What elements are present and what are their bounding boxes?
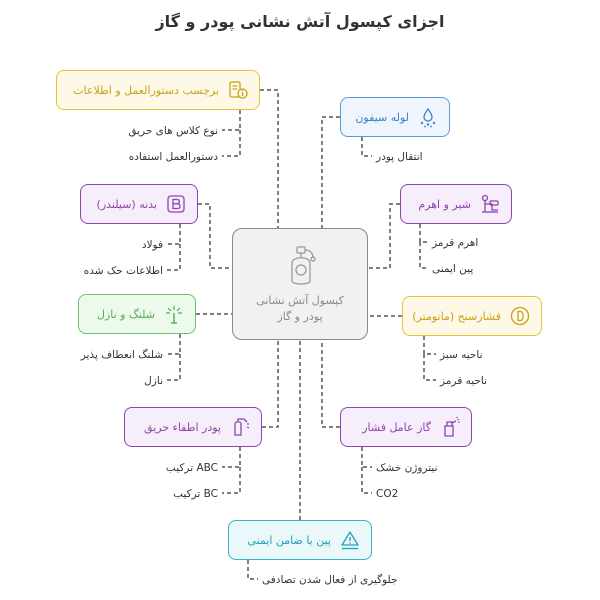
- node-label: شیر و اهرم: [418, 197, 471, 211]
- leaf-dry-nitrogen: [362, 447, 372, 467]
- item-red-lever: اهرم قرمز: [432, 237, 479, 249]
- leaf-engraved-info: [166, 244, 180, 270]
- item-engraved-info: اطلاعات حک شده: [83, 265, 163, 277]
- label-info-icon: [227, 79, 249, 101]
- node-propellant-gas: [340, 407, 472, 447]
- node-label: برچسب دستورالعمل و اطلاعات: [73, 83, 219, 97]
- node-label: فشارسنج (مانومتر): [412, 309, 501, 323]
- valve-lever-icon: [479, 193, 501, 215]
- siphon-drops-icon: [417, 106, 439, 128]
- leaf-red-zone: [424, 354, 436, 380]
- item-green-zone: ناحیه سبز: [440, 349, 483, 361]
- leaf-abc-mix: [222, 447, 240, 467]
- item-steel: فولاد: [141, 239, 163, 251]
- branch-body-cylinder: [198, 204, 232, 268]
- leaf-flexible-hose: [166, 334, 180, 354]
- node-label: پین یا ضامن ایمنی: [247, 533, 331, 547]
- leaf-steel: [166, 224, 180, 244]
- item-safety-pin: پین ایمنی: [432, 263, 474, 275]
- node-label-instructions: [56, 70, 260, 110]
- node-safety-pin: [228, 520, 372, 560]
- node-label: لوله سیفون: [355, 110, 409, 124]
- item-prevent-accidental: جلوگیری از فعال شدن تصادفی: [262, 574, 398, 586]
- branch-propellant-gas: [322, 340, 340, 427]
- leaf-red-lever: [420, 224, 428, 242]
- item-dry-nitrogen: نیتروژن خشک: [376, 462, 438, 474]
- extinguisher-spray-icon: [229, 416, 251, 438]
- center-label: کپسول آتش نشانی پودر و گاز: [256, 294, 344, 323]
- node-pressure-gauge: [402, 296, 542, 336]
- branch-extinguishing-powder: [262, 340, 278, 427]
- leaf-prevent-accidental: [248, 560, 258, 579]
- branch-valve-lever: [368, 204, 400, 268]
- node-label: پودر اطفاء حریق: [144, 420, 221, 434]
- leaf-green-zone: [424, 336, 436, 354]
- item-nozzle: نازل: [144, 375, 163, 387]
- node-body-cylinder: [80, 184, 198, 224]
- item-bc-mix: BC ترکیب: [173, 488, 218, 500]
- node-label: شلنگ و نازل: [96, 307, 155, 321]
- leaf-safety-pin: [420, 242, 428, 268]
- warning-pin-icon: [339, 529, 361, 551]
- pressure-gauge-icon: [509, 305, 531, 327]
- diagram-title: اجزای کپسول آتش نشانی پودر و گاز: [155, 12, 445, 31]
- branch-label-instructions: [260, 90, 278, 228]
- item-abc-mix: ABC ترکیب: [165, 462, 218, 474]
- node-label: بدنه (سیلندر): [96, 197, 157, 211]
- cylinder-body-icon: [165, 193, 187, 215]
- leaf-powder-transfer: [362, 137, 372, 156]
- spray-bottle-icon: [439, 416, 461, 438]
- leaf-fire-classes: [222, 110, 240, 130]
- node-valve-lever: [400, 184, 512, 224]
- leaf-usage-instructions: [222, 130, 240, 156]
- item-fire-classes: نوع کلاس های حریق: [128, 125, 218, 137]
- item-powder-transfer: انتقال پودر: [376, 151, 423, 163]
- item-red-zone: ناحیه قرمز: [440, 375, 487, 387]
- node-siphon-tube: [340, 97, 450, 137]
- hose-nozzle-icon: [163, 303, 185, 325]
- leaf-co2: [362, 467, 372, 493]
- node-label: گاز عامل فشار: [362, 420, 431, 434]
- branch-siphon-tube: [322, 117, 340, 228]
- node-extinguishing-powder: [124, 407, 262, 447]
- item-flexible-hose: شلنگ انعطاف پذیر: [80, 349, 163, 361]
- leaf-bc-mix: [222, 467, 240, 493]
- leaf-nozzle: [166, 354, 180, 380]
- node-hose-nozzle: [78, 294, 196, 334]
- fire-extinguisher-icon: [286, 245, 316, 287]
- item-usage-instructions: دستورالعمل استفاده: [128, 151, 218, 163]
- item-co2: CO2: [376, 488, 399, 500]
- center-node-extinguisher: [232, 228, 368, 340]
